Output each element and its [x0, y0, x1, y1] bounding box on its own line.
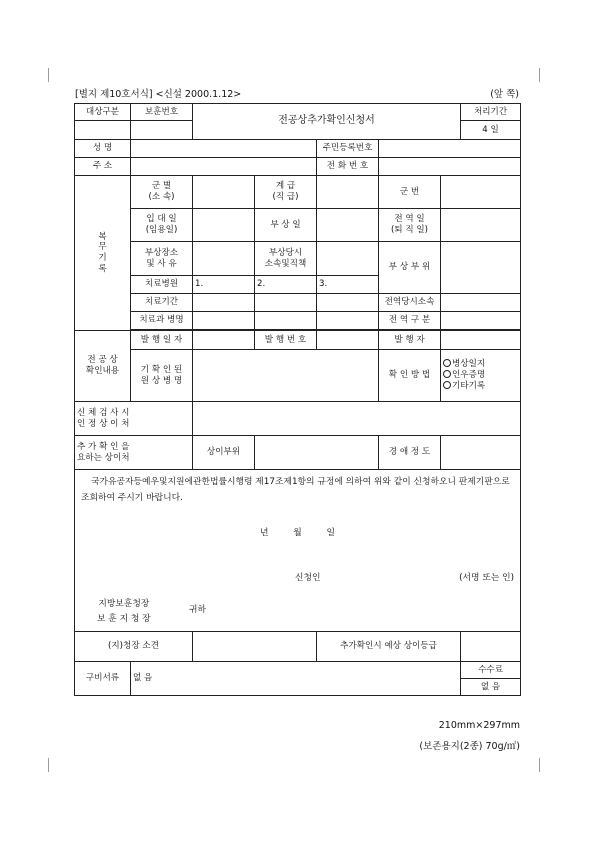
- target-type-field[interactable]: [75, 121, 131, 140]
- documents-label: 구비서류: [75, 661, 131, 695]
- treatment-disease-field-2[interactable]: [255, 312, 317, 330]
- date-line: 년 월 일: [259, 528, 336, 538]
- option-other-record[interactable]: 기타기록: [443, 381, 518, 392]
- radio-circle-icon: [443, 381, 451, 389]
- crop-mark-top-left: [48, 68, 63, 82]
- body-exam-field[interactable]: [193, 402, 521, 436]
- address-field[interactable]: [131, 158, 317, 176]
- treatment-period-field-1[interactable]: [193, 294, 255, 312]
- honorific: 귀하: [189, 604, 206, 615]
- statement-text: 국가유공자등예우및지원에관한법률시행령 제17조제1항의 규정에 의하여 위와 같이 신청하오니 판제기판으로 조회하여 주시기 바랍니다.: [81, 477, 510, 503]
- discharge-type-label: 전 역 구 분: [379, 312, 441, 330]
- injury-date-label: 부 상 일: [255, 209, 317, 242]
- option-medical-log[interactable]: 병상일지: [443, 359, 518, 370]
- hospital-field-3[interactable]: 3.: [317, 276, 379, 294]
- enlist-date-label: 입 대 일 (임용일): [131, 209, 193, 242]
- body-exam-label: 신 체 검 사 시 인 정 상 이 처: [75, 402, 193, 436]
- resident-number-label: 주민등록번호: [317, 140, 379, 158]
- documents-value: 없 음: [131, 661, 461, 695]
- injury-part-field[interactable]: [441, 242, 521, 294]
- issue-number-label: 발 행 번 호: [255, 331, 317, 350]
- applicant-line: [81, 573, 514, 587]
- hospital-label: 치료병원: [131, 276, 193, 294]
- expected-grade-label: 추가확인시 예상 상이등급: [317, 631, 461, 661]
- discharge-date-label: 전 역 일 (퇴 직 일): [379, 209, 441, 242]
- injury-unit-label: 부상당시 소속및직책: [255, 242, 317, 276]
- additional-confirm-label: 추 가 확 인 을 요하는 상이처: [75, 436, 193, 470]
- hospital-field-2[interactable]: 2.: [255, 276, 317, 294]
- injury-place-field[interactable]: [193, 242, 255, 276]
- target-type-label: 대상구분: [75, 104, 131, 121]
- veteran-number-label: 보훈번호: [131, 104, 193, 121]
- service-number-field[interactable]: [441, 176, 521, 209]
- treatment-disease-field-1[interactable]: [193, 312, 255, 330]
- phone-label: 전 화 번 호: [317, 158, 379, 176]
- military-branch-label: 군 별 (소 속): [131, 176, 193, 209]
- injury-unit-field[interactable]: [317, 242, 379, 276]
- treatment-period-label: 치료기간: [131, 294, 193, 312]
- injury-place-label: 부상장소 및 사 유: [131, 242, 193, 276]
- name-label: 성 명: [75, 140, 131, 158]
- paper-type: (보존용지(2종) 70g/㎡): [419, 741, 520, 752]
- confirmed-injury-label: 기 확 인 된 원 상 병 명: [131, 350, 193, 402]
- confirm-method-options: [441, 350, 521, 402]
- application-form: [74, 103, 521, 696]
- address-label: 주 소: [75, 158, 131, 176]
- opinion-label: (지)청장 소견: [75, 631, 193, 661]
- option-witness-proof[interactable]: 인우증명: [443, 370, 518, 381]
- discharge-unit-label: 전역당시소속: [379, 294, 441, 312]
- military-branch-field[interactable]: [193, 176, 255, 209]
- injury-part-label: 부 상 부 위: [379, 242, 441, 294]
- form-number: [별지 제10호서식] <신설 2000.1.12>: [75, 89, 242, 100]
- fee-value: 없 음: [461, 678, 521, 695]
- paper-size: 210mm×297mm: [438, 720, 520, 731]
- fee-label: 수수료: [461, 661, 521, 678]
- confirm-method-label: 확 인 방 법: [379, 350, 441, 402]
- crop-mark-bottom-left: [48, 758, 63, 772]
- injury-date-field[interactable]: [317, 209, 379, 242]
- name-field[interactable]: [131, 140, 317, 158]
- applicant-label: 신청인: [295, 572, 321, 583]
- confirmed-injury-field[interactable]: [193, 350, 379, 402]
- treatment-disease-label: 치료과 병명: [131, 312, 193, 330]
- processing-period-value: 4 일: [461, 121, 521, 140]
- application-statement: [75, 470, 521, 632]
- service-number-label: 군 번: [379, 176, 441, 209]
- issuer-field[interactable]: [441, 331, 521, 350]
- form-title: 전공상추가확인신청서: [193, 104, 461, 140]
- enlist-date-field[interactable]: [193, 209, 255, 242]
- recipient-block: [81, 597, 514, 627]
- radio-circle-icon: [443, 370, 451, 378]
- resident-number-field[interactable]: [379, 140, 521, 158]
- issue-date-field[interactable]: [193, 331, 255, 350]
- page-side: (앞 쪽): [490, 89, 519, 100]
- crop-mark-bottom-right: [525, 758, 540, 772]
- expected-grade-field[interactable]: [461, 631, 521, 661]
- signature-label: (서명 또는 인): [459, 572, 515, 583]
- treatment-period-field-2[interactable]: [255, 294, 317, 312]
- crop-mark-top-right: [525, 68, 540, 82]
- processing-period-label: 처리기간: [461, 104, 521, 121]
- hospital-field-1[interactable]: 1.: [193, 276, 255, 294]
- rank-label: 계 급 (직 급): [255, 176, 317, 209]
- treatment-disease-field-3[interactable]: [317, 312, 379, 330]
- service-record-label: 복 무 기 록: [75, 176, 131, 331]
- recipient-office: 지방보훈청장 보 훈 지 청 장: [97, 598, 151, 624]
- discharge-unit-field[interactable]: [441, 294, 521, 312]
- severity-label: 경 애 정 도: [379, 436, 441, 470]
- discharge-type-field[interactable]: [441, 312, 521, 330]
- injury-part-2-field[interactable]: [255, 436, 379, 470]
- severity-field[interactable]: [441, 436, 521, 470]
- radio-circle-icon: [443, 359, 451, 367]
- form-header: [75, 86, 519, 100]
- treatment-period-field-3[interactable]: [317, 294, 379, 312]
- confirm-content-label: 전 공 상 확인내용: [75, 331, 131, 402]
- issue-date-label: 발 행 일 자: [131, 331, 193, 350]
- phone-field[interactable]: [379, 158, 521, 176]
- issuer-label: 발 행 자: [379, 331, 441, 350]
- veteran-number-field[interactable]: [131, 121, 193, 140]
- rank-field[interactable]: [317, 176, 379, 209]
- opinion-field[interactable]: [193, 631, 317, 661]
- injury-part-2-label: 상이부위: [193, 436, 255, 470]
- discharge-date-field[interactable]: [441, 209, 521, 242]
- issue-number-field[interactable]: [317, 331, 379, 350]
